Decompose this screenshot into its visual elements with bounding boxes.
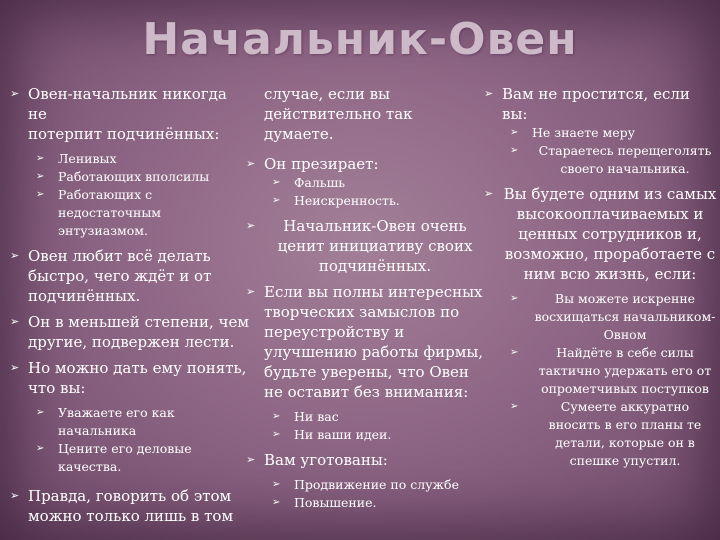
list-item: ➢ Уважаете его как начальника [36, 405, 175, 438]
bullet-arrow-icon: ➢ [484, 187, 494, 200]
bullet-arrow-icon: ➢ [272, 479, 281, 490]
col1-paragraph-1: ➢ Овен-начальник никогда не потерпит подчинённых: [10, 85, 227, 143]
list-item: ➢ Ленивых [36, 151, 117, 166]
column-1 [8, 84, 250, 526]
bullet-arrow-icon: ➢ [272, 429, 281, 440]
bullet-arrow-icon: ➢ [36, 171, 45, 182]
column-2 [244, 84, 486, 512]
list-item: ➢ Найдёте в себе силы тактично удержать его от опрометчивых поступков [510, 345, 712, 396]
bullet-arrow-icon: ➢ [510, 145, 519, 156]
bullet-arrow-icon: ➢ [10, 489, 20, 502]
list-item: ➢ Стараетесь перещеголять своего начальника. [510, 143, 712, 176]
list-item: ➢ Не знаете меру [510, 125, 636, 140]
col2-paragraph-3: ➢ Начальник-Овен очень ценит инициативу своих подчинённых. [246, 217, 473, 275]
slide-title: Начальник-Овен [142, 14, 578, 65]
bullet-arrow-icon: ➢ [272, 497, 281, 508]
bullet-arrow-icon: ➢ [10, 87, 20, 100]
bullet-arrow-icon: ➢ [484, 87, 494, 100]
col1-paragraph-5: ➢ Правда, говорить об этом можно только лишь в том [10, 487, 234, 525]
col2-paragraph-2: ➢ Он презирает: [246, 155, 379, 173]
list-item: ➢ Работающих с недостаточным энтузиазмом. [36, 187, 162, 238]
col1-paragraph-4: ➢ Но можно дать ему понять, что вы: [10, 359, 247, 397]
col1-paragraph-2: ➢ Овен любит всё делать быстро, чего ждёт и от подчинённых. [10, 247, 212, 305]
bullet-arrow-icon: ➢ [510, 347, 519, 358]
col2-paragraph-1: случае, если вы действительно так думаете. [264, 85, 413, 143]
bullet-arrow-icon: ➢ [272, 411, 281, 422]
list-item: ➢ Сумеете аккуратно вносить в его планы те детали, которые он в спешке упустил. [510, 399, 702, 468]
bullet-arrow-icon: ➢ [246, 157, 256, 170]
bullet-arrow-icon: ➢ [246, 219, 256, 232]
bullet-arrow-icon: ➢ [36, 153, 45, 164]
list-item: ➢ Вы можете искренне восхищаться начальником- Овном [510, 291, 716, 342]
bullet-arrow-icon: ➢ [510, 401, 519, 412]
col1-paragraph-3: ➢ Он в меньшей степени, чем другие, подвержен лести. [10, 313, 250, 351]
bullet-arrow-icon: ➢ [10, 361, 20, 374]
bullet-arrow-icon: ➢ [10, 249, 20, 262]
list-item: ➢ Фальшь [272, 175, 346, 190]
bullet-arrow-icon: ➢ [36, 407, 45, 418]
col2-paragraph-4: ➢ Если вы полны интересных творческих замыслов по переустройству и улучшению работы фирмы, будьте уверены, что Овен не оставит без внимания: [246, 283, 484, 401]
list-item: ➢ Цените его деловые качества. [36, 441, 192, 474]
bullet-arrow-icon: ➢ [246, 453, 256, 466]
bullet-arrow-icon: ➢ [36, 189, 45, 200]
list-item: ➢ Неискренность. [272, 193, 400, 208]
col3-paragraph-2: ➢ Вы будете одним из самых высокооплачиваемых и ценных сотрудников и, возможно, проработаете с ним всю жизнь, если: [484, 185, 717, 283]
list-item: ➢ Ни вас [272, 409, 339, 424]
list-item: ➢ Повышение. [272, 495, 377, 510]
column-3 [482, 84, 718, 470]
bullet-arrow-icon: ➢ [10, 315, 20, 328]
bullet-arrow-icon: ➢ [36, 443, 45, 454]
col3-paragraph-1: ➢ Вам не простится, если вы: [484, 85, 690, 123]
bullet-arrow-icon: ➢ [246, 285, 256, 298]
col2-paragraph-5: ➢ Вам уготованы: [246, 451, 388, 469]
list-item: ➢ Ни ваши идеи. [272, 427, 392, 442]
list-item: ➢ Работающих вполсилы [36, 169, 210, 184]
bullet-arrow-icon: ➢ [510, 127, 519, 138]
list-item: ➢ Продвижение по службе [272, 477, 459, 492]
bullet-arrow-icon: ➢ [510, 293, 519, 304]
bullet-arrow-icon: ➢ [272, 177, 281, 188]
bullet-arrow-icon: ➢ [272, 195, 281, 206]
